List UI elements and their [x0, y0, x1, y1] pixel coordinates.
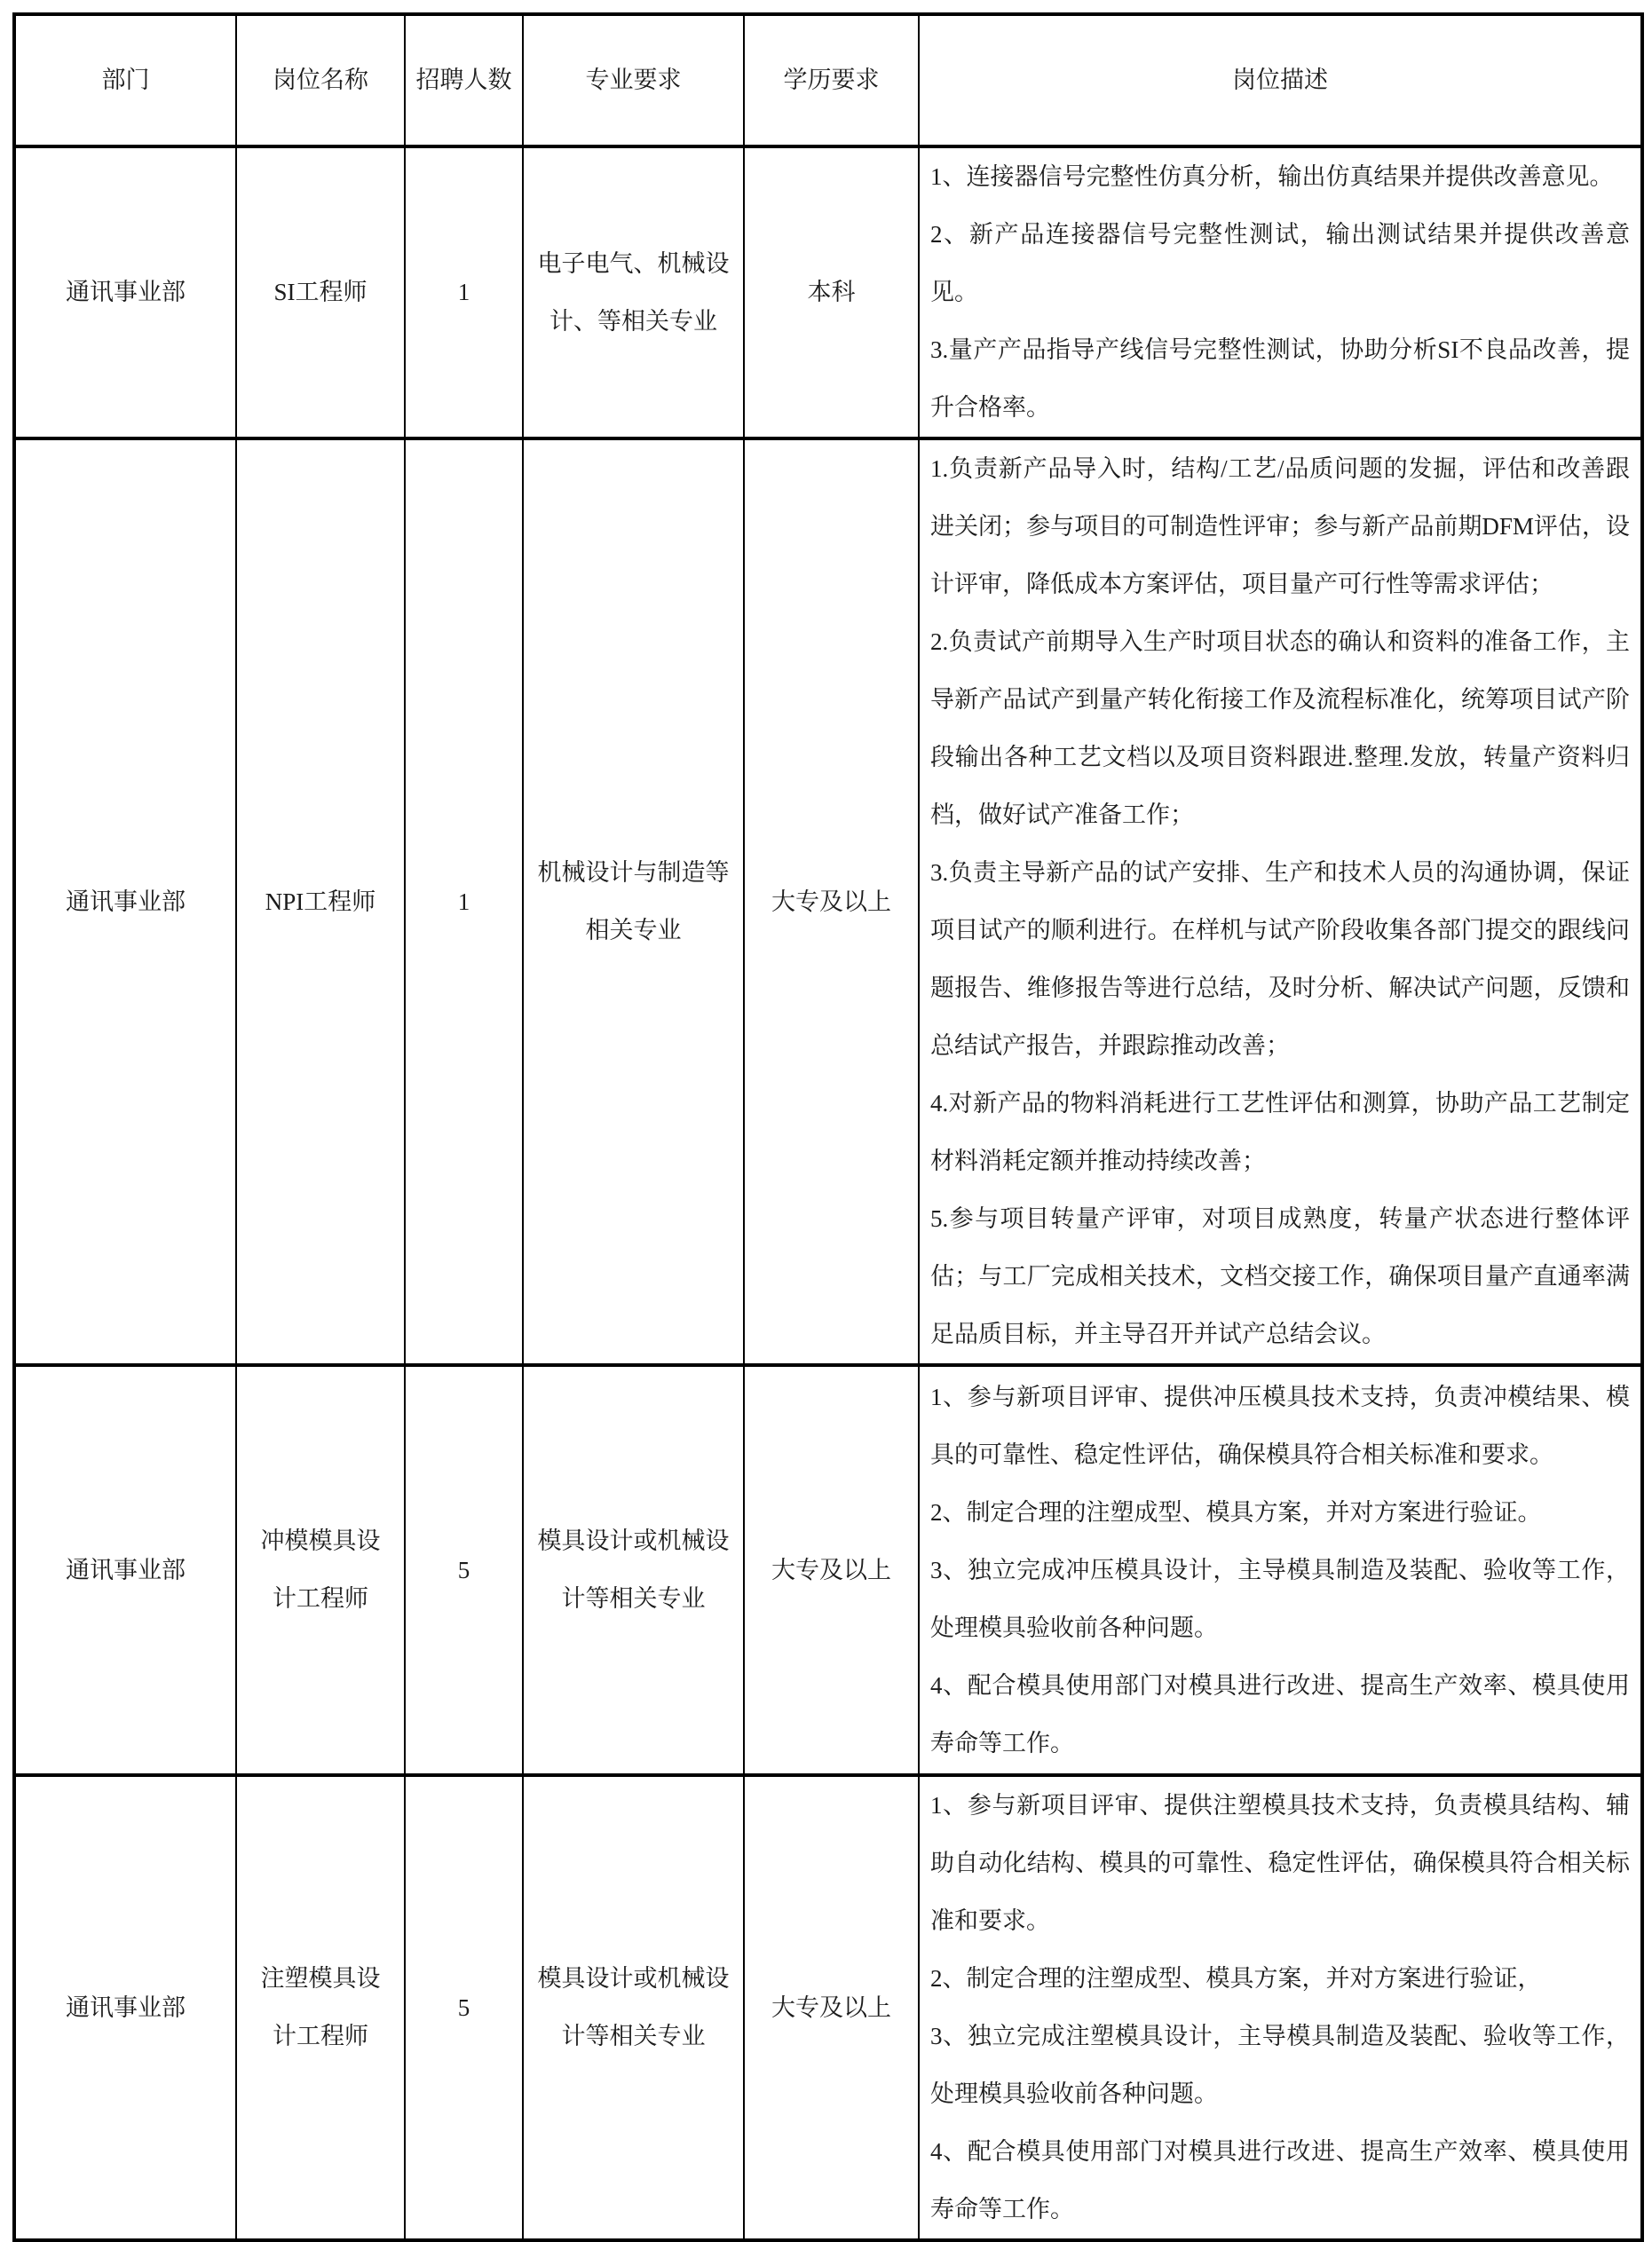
- header-description: 岗位描述: [919, 14, 1642, 146]
- cell-education: 大专及以上: [744, 438, 919, 1365]
- header-education: 学历要求: [744, 14, 919, 146]
- cell-department: 通讯事业部: [14, 146, 236, 438]
- cell-description: [919, 1775, 1642, 2240]
- description-paragraph: 3、独立完成注塑模具设计，主导模具制造及装配、验收等工作，处理模具验收前各种问题。: [930, 2023, 1630, 2107]
- cell-position: SI工程师: [236, 146, 405, 438]
- table-row: [14, 438, 1642, 1365]
- recruitment-table: [12, 12, 1644, 2242]
- description-paragraph: 1、连接器信号完整性仿真分析，输出仿真结果并提供改善意见。: [930, 163, 1614, 190]
- cell-education: 大专及以上: [744, 1775, 919, 2240]
- description-paragraph: 4、配合模具使用部门对模具进行改进、提高生产效率、模具使用寿命等工作。: [930, 1671, 1630, 1756]
- description-paragraph: 4.对新产品的物料消耗进行工艺性评估和测算，协助产品工艺制定材料消耗定额并推动持续改善；: [930, 1090, 1630, 1174]
- description-paragraph: 4、配合模具使用部门对模具进行改进、提高生产效率、模具使用寿命等工作。: [930, 2138, 1630, 2222]
- cell-headcount: 1: [405, 146, 523, 438]
- header-headcount: 招聘人数: [405, 14, 523, 146]
- description-paragraph: 3.量产产品指导产线信号完整性测试，协助分析SI不良品改善，提升合格率。: [930, 336, 1630, 421]
- description-paragraph: 3.负责主导新产品的试产安排、生产和技术人员的沟通协调，保证项目试产的顺利进行。在样机与试产阶段收集各部门提交的跟线问题报告、维修报告等进行总结，及时分析、解决试产问题，反馈和总结试产报告，并跟踪推动改善；: [930, 859, 1630, 1059]
- header-department: 部门: [14, 14, 236, 146]
- description-paragraph: 1.负责新产品导入时，结构/工艺/品质问题的发掘，评估和改善跟进关闭；参与项目的可制造性评审；参与新产品前期DFM评估，设计评审，降低成本方案评估，项目量产可行性等需求评估；: [930, 455, 1630, 597]
- description-paragraph: 2、新产品连接器信号完整性测试，输出测试结果并提供改善意见。: [930, 221, 1630, 305]
- description-paragraph: 5.参与项目转量产评审，对项目成熟度，转量产状态进行整体评估；与工厂完成相关技术，文档交接工作，确保项目量产直通率满足品质目标，并主导召开并试产总结会议。: [930, 1205, 1630, 1347]
- cell-headcount: 1: [405, 438, 523, 1365]
- cell-headcount: 5: [405, 1775, 523, 2240]
- description-paragraph: 1、参与新项目评审、提供冲压模具技术支持，负责冲模结果、模具的可靠性、稳定性评估，确保模具符合相关标准和要求。: [930, 1383, 1630, 1468]
- table-header-row: [14, 14, 1642, 146]
- cell-major: 模具设计或机械设计等相关专业: [523, 1775, 744, 2240]
- header-position: 岗位名称: [236, 14, 405, 146]
- cell-department: 通讯事业部: [14, 1365, 236, 1775]
- cell-description: [919, 1365, 1642, 1775]
- cell-position: NPI工程师: [236, 438, 405, 1365]
- description-paragraph: 1、参与新项目评审、提供注塑模具技术支持，负责模具结构、辅助自动化结构、模具的可靠性、稳定性评估，确保模具符合相关标准和要求。: [930, 1792, 1630, 1934]
- cell-major: 机械设计与制造等相关专业: [523, 438, 744, 1365]
- cell-position: 冲模模具设计工程师: [236, 1365, 405, 1775]
- recruitment-table-container: [12, 12, 1644, 2242]
- cell-department: 通讯事业部: [14, 438, 236, 1365]
- description-paragraph: 3、独立完成冲压模具设计，主导模具制造及装配、验收等工作，处理模具验收前各种问题。: [930, 1556, 1630, 1641]
- table-row: [14, 146, 1642, 438]
- header-major: 专业要求: [523, 14, 744, 146]
- description-paragraph: 2、制定合理的注塑成型、模具方案，并对方案进行验证。: [930, 1498, 1542, 1526]
- cell-major: 模具设计或机械设计等相关专业: [523, 1365, 744, 1775]
- description-paragraph: 2、制定合理的注塑成型、模具方案，并对方案进行验证，: [930, 1965, 1542, 1992]
- cell-description: [919, 438, 1642, 1365]
- table-row: [14, 1365, 1642, 1775]
- cell-position: 注塑模具设计工程师: [236, 1775, 405, 2240]
- description-paragraph: 2.负责试产前期导入生产时项目状态的确认和资料的准备工作，主导新产品试产到量产转化衔接工作及流程标准化，统筹项目试产阶段输出各种工艺文档以及项目资料跟进.整理.发放，转量产资料归档，做好试产准备工作；: [930, 628, 1630, 828]
- cell-headcount: 5: [405, 1365, 523, 1775]
- cell-major: 电子电气、机械设计、等相关专业: [523, 146, 744, 438]
- cell-description: [919, 146, 1642, 438]
- cell-education: 本科: [744, 146, 919, 438]
- cell-education: 大专及以上: [744, 1365, 919, 1775]
- cell-department: 通讯事业部: [14, 1775, 236, 2240]
- table-row: [14, 1775, 1642, 2240]
